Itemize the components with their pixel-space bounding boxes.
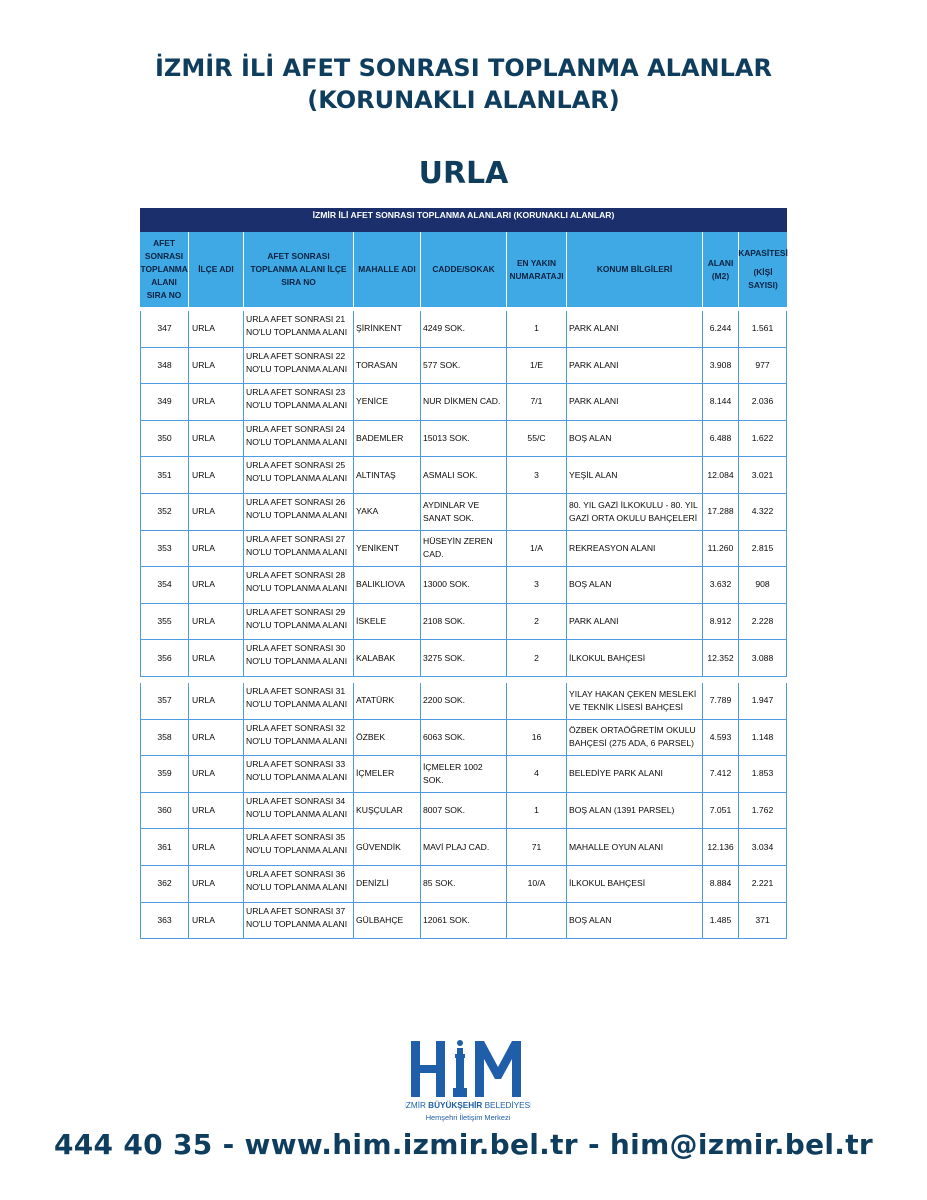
cell-cadde: 6063 SOK. [421,720,507,756]
cell-mahalle: ALTINTAŞ [354,457,421,493]
cell-ilce: URLA [189,311,244,347]
cell-ilce-sira: URLA AFET SONRASI 34 NO'LU TOPLANMA ALANI [244,793,354,829]
cell-cadde: ASMALI SOK. [421,457,507,493]
cell-mahalle: TORASAN [354,348,421,384]
cell-mahalle: YAKA [354,494,421,530]
cell-cadde: 8007 SOK. [421,793,507,829]
cell-kapasite: 4.322 [739,494,787,530]
table-header-row [140,232,787,307]
cell-kapasite: 1.853 [739,756,787,792]
cell-kapasite: 1.148 [739,720,787,756]
cell-ilce: URLA [189,384,244,420]
cell-cadde: HÜSEYİN ZEREN CAD. [421,531,507,567]
cell-alan: 8.144 [703,384,739,420]
cell-alan: 6.244 [703,311,739,347]
table-row [140,421,787,458]
table-row [140,531,787,568]
him-logo-icon [405,1037,531,1125]
column-header-ilce: İLÇE ADI [189,232,244,307]
cell-mahalle: İÇMELER [354,756,421,792]
column-header-kapasite-label: KAPASİTESİ [738,248,788,258]
cell-ilce-sira: URLA AFET SONRASI 22 NO'LU TOPLANMA ALANI [244,348,354,384]
cell-cadde: 12061 SOK. [421,903,507,939]
cell-sira-no: 353 [140,531,189,567]
cell-ilce: URLA [189,604,244,640]
table-band-title: İZMİR İLİ AFET SONRASI TOPLANMA ALANLARI (KORUNAKLI ALANLAR) [140,208,787,232]
cell-mahalle: ATATÜRK [354,683,421,719]
cell-cadde: AYDINLAR VE SANAT SOK. [421,494,507,530]
cell-numarataj: 1 [507,311,567,347]
cell-alan: 3.632 [703,567,739,603]
cell-sira-no: 360 [140,793,189,829]
cell-ilce-sira: URLA AFET SONRASI 29 NO'LU TOPLANMA ALANI [244,604,354,640]
table-row [140,683,787,720]
cell-kapasite: 2.228 [739,604,787,640]
cell-mahalle: GÜVENDİK [354,829,421,865]
cell-alan: 7.412 [703,756,739,792]
cell-konum: İLKOKUL BAHÇESİ [567,866,703,902]
table-row [140,640,787,677]
page-title-line1: İZMİR İLİ AFET SONRASI TOPLANMA ALANLAR [155,54,772,82]
cell-konum: BOŞ ALAN [567,421,703,457]
cell-ilce-sira: URLA AFET SONRASI 37 NO'LU TOPLANMA ALANI [244,903,354,939]
cell-numarataj: 3 [507,567,567,603]
district-title: URLA [418,156,509,191]
cell-konum: MAHALLE OYUN ALANI [567,829,703,865]
table-row [140,793,787,830]
cell-cadde: 577 SOK. [421,348,507,384]
cell-konum: YEŞİL ALAN [567,457,703,493]
cell-konum: PARK ALANI [567,311,703,347]
cell-kapasite: 1.561 [739,311,787,347]
cell-numarataj [507,903,567,939]
cell-konum: REKREASYON ALANI [567,531,703,567]
cell-alan: 1.485 [703,903,739,939]
cell-mahalle: YENİKENT [354,531,421,567]
cell-cadde: 15013 SOK. [421,421,507,457]
table-row [140,311,787,348]
table-row [140,720,787,757]
cell-numarataj: 55/C [507,421,567,457]
cell-sira-no: 356 [140,640,189,676]
table-row [140,604,787,641]
cell-cadde: 85 SOK. [421,866,507,902]
cell-alan: 17.288 [703,494,739,530]
cell-kapasite: 977 [739,348,787,384]
cell-ilce-sira: URLA AFET SONRASI 23 NO'LU TOPLANMA ALANI [244,384,354,420]
cell-ilce: URLA [189,348,244,384]
cell-ilce: URLA [189,720,244,756]
cell-ilce-sira: URLA AFET SONRASI 28 NO'LU TOPLANMA ALANI [244,567,354,603]
cell-konum: İLKOKUL BAHÇESİ [567,640,703,676]
cell-ilce-sira: URLA AFET SONRASI 26 NO'LU TOPLANMA ALANI [244,494,354,530]
cell-numarataj [507,683,567,719]
cell-sira-no: 361 [140,829,189,865]
cell-numarataj [507,494,567,530]
cell-kapasite: 3.088 [739,640,787,676]
cell-konum: BOŞ ALAN [567,567,703,603]
cell-numarataj: 7/1 [507,384,567,420]
cell-ilce: URLA [189,531,244,567]
cell-kapasite: 2.221 [739,866,787,902]
cell-mahalle: KUŞÇULAR [354,793,421,829]
cell-numarataj: 2 [507,604,567,640]
cell-sira-no: 362 [140,866,189,902]
cell-alan: 7.051 [703,793,739,829]
cell-kapasite: 371 [739,903,787,939]
cell-ilce: URLA [189,866,244,902]
cell-cadde: 13000 SOK. [421,567,507,603]
cell-sira-no: 357 [140,683,189,719]
table-row [140,457,787,494]
cell-konum: BOŞ ALAN (1391 PARSEL) [567,793,703,829]
cell-mahalle: YENİCE [354,384,421,420]
cell-numarataj: 3 [507,457,567,493]
cell-kapasite: 2.036 [739,384,787,420]
table-row [140,829,787,866]
cell-konum: PARK ALANI [567,348,703,384]
cell-ilce-sira: URLA AFET SONRASI 32 NO'LU TOPLANMA ALANI [244,720,354,756]
cell-ilce-sira: URLA AFET SONRASI 27 NO'LU TOPLANMA ALANI [244,531,354,567]
table-body-part2 [140,683,787,939]
cell-cadde: 3275 SOK. [421,640,507,676]
cell-ilce: URLA [189,457,244,493]
cell-konum: 80. YIL GAZİ İLKOKULU - 80. YIL GAZİ ORTA OKULU BAHÇELERİ [567,494,703,530]
cell-alan: 12.084 [703,457,739,493]
cell-ilce: URLA [189,494,244,530]
cell-ilce: URLA [189,756,244,792]
cell-ilce: URLA [189,567,244,603]
cell-sira-no: 349 [140,384,189,420]
cell-konum: BELEDİYE PARK ALANI [567,756,703,792]
cell-sira-no: 350 [140,421,189,457]
cell-ilce-sira: URLA AFET SONRASI 30 NO'LU TOPLANMA ALANI [244,640,354,676]
cell-kapasite: 908 [739,567,787,603]
cell-alan: 8.884 [703,866,739,902]
table-row [140,384,787,421]
column-header-konum: KONUM BİLGİLERİ [567,232,703,307]
logo-line1-post: BELEDİYESİ [482,1101,531,1110]
cell-alan: 7.789 [703,683,739,719]
cell-konum: PARK ALANI [567,384,703,420]
cell-sira-no: 352 [140,494,189,530]
cell-ilce-sira: URLA AFET SONRASI 24 NO'LU TOPLANMA ALANI [244,421,354,457]
logo-line2: Hemşehri İletişim Merkezi [425,1113,511,1122]
cell-ilce-sira: URLA AFET SONRASI 31 NO'LU TOPLANMA ALANI [244,683,354,719]
cell-ilce: URLA [189,829,244,865]
cell-numarataj: 1/A [507,531,567,567]
cell-cadde: İÇMELER 1002 SOK. [421,756,507,792]
cell-ilce-sira: URLA AFET SONRASI 21 NO'LU TOPLANMA ALANI [244,311,354,347]
cell-ilce-sira: URLA AFET SONRASI 36 NO'LU TOPLANMA ALANI [244,866,354,902]
table-body-part1 [140,311,787,677]
cell-sira-no: 351 [140,457,189,493]
cell-cadde: MAVİ PLAJ CAD. [421,829,507,865]
column-header-ilce-sira: AFET SONRASI TOPLANMA ALANI İLÇE SIRA NO [244,232,354,307]
cell-konum: PARK ALANI [567,604,703,640]
column-header-kapasite [739,232,787,307]
cell-konum: ÖZBEK ORTAÖĞRETİM OKULU BAHÇESİ (275 ADA, 6 PARSEL) [567,720,703,756]
cell-ilce: URLA [189,640,244,676]
cell-alan: 12.352 [703,640,739,676]
cell-mahalle: KALABAK [354,640,421,676]
svg-text:İZMİR BÜYÜKŞEHİR BELEDİYESİ [405,1100,531,1110]
column-header-mahalle: MAHALLE ADI [354,232,421,307]
cell-kapasite: 1.622 [739,421,787,457]
cell-kapasite: 1.947 [739,683,787,719]
cell-ilce: URLA [189,683,244,719]
cell-mahalle: ÖZBEK [354,720,421,756]
table-row [140,756,787,793]
cell-sira-no: 355 [140,604,189,640]
logo-line1-bold: BÜYÜKŞEHİR [428,1101,483,1110]
assembly-areas-table [140,208,787,939]
cell-mahalle: İSKELE [354,604,421,640]
cell-ilce-sira: URLA AFET SONRASI 25 NO'LU TOPLANMA ALANI [244,457,354,493]
cell-numarataj: 1/E [507,348,567,384]
cell-ilce: URLA [189,421,244,457]
cell-alan: 12.136 [703,829,739,865]
cell-kapasite: 3.034 [739,829,787,865]
cell-konum: BOŞ ALAN [567,903,703,939]
cell-alan: 3.908 [703,348,739,384]
cell-numarataj: 16 [507,720,567,756]
cell-kapasite: 1.762 [739,793,787,829]
cell-sira-no: 348 [140,348,189,384]
cell-numarataj: 10/A [507,866,567,902]
cell-cadde: 4249 SOK. [421,311,507,347]
cell-kapasite: 2.815 [739,531,787,567]
cell-alan: 6.488 [703,421,739,457]
cell-sira-no: 354 [140,567,189,603]
footer-contact: 444 40 35 - www.him.izmir.bel.tr - him@izmir.bel.tr [53,1128,874,1161]
cell-mahalle: BALIKLIOVA [354,567,421,603]
column-header-alan: ALANI (M2) [703,232,739,307]
cell-ilce: URLA [189,793,244,829]
cell-mahalle: GÜLBAHÇE [354,903,421,939]
cell-alan: 4.593 [703,720,739,756]
cell-alan: 8.912 [703,604,739,640]
cell-cadde: 2108 SOK. [421,604,507,640]
table-row [140,494,787,531]
logo-line1-pre: İZMİR [405,1101,429,1110]
cell-numarataj: 1 [507,793,567,829]
cell-alan: 11.260 [703,531,739,567]
column-header-sira-no: AFET SONRASI TOPLANMA ALANI SIRA NO [140,232,189,307]
cell-cadde: 2200 SOK. [421,683,507,719]
page-title-line2: (KORUNAKLI ALANLAR) [307,86,620,114]
cell-sira-no: 358 [140,720,189,756]
column-header-numarataj: EN YAKIN NUMARATAJI [507,232,567,307]
cell-sira-no: 363 [140,903,189,939]
table-row [140,903,787,940]
cell-numarataj: 2 [507,640,567,676]
column-header-kapasite-sub: (KİŞİ SAYISI) [748,267,778,290]
him-logo [405,1037,531,1125]
cell-numarataj: 71 [507,829,567,865]
cell-ilce-sira: URLA AFET SONRASI 35 NO'LU TOPLANMA ALANI [244,829,354,865]
cell-kapasite: 3.021 [739,457,787,493]
table-row [140,348,787,385]
table-row [140,866,787,903]
cell-mahalle: BADEMLER [354,421,421,457]
column-header-cadde: CADDE/SOKAK [421,232,507,307]
cell-numarataj: 4 [507,756,567,792]
cell-ilce: URLA [189,903,244,939]
cell-sira-no: 347 [140,311,189,347]
cell-mahalle: ŞİRİNKENT [354,311,421,347]
cell-sira-no: 359 [140,756,189,792]
cell-cadde: NUR DİKMEN CAD. [421,384,507,420]
cell-mahalle: DENİZLİ [354,866,421,902]
table-row [140,567,787,604]
cell-ilce-sira: URLA AFET SONRASI 33 NO'LU TOPLANMA ALANI [244,756,354,792]
cell-konum: YILAY HAKAN ÇEKEN MESLEKİ VE TEKNİK LİSESİ BAHÇESİ [567,683,703,719]
